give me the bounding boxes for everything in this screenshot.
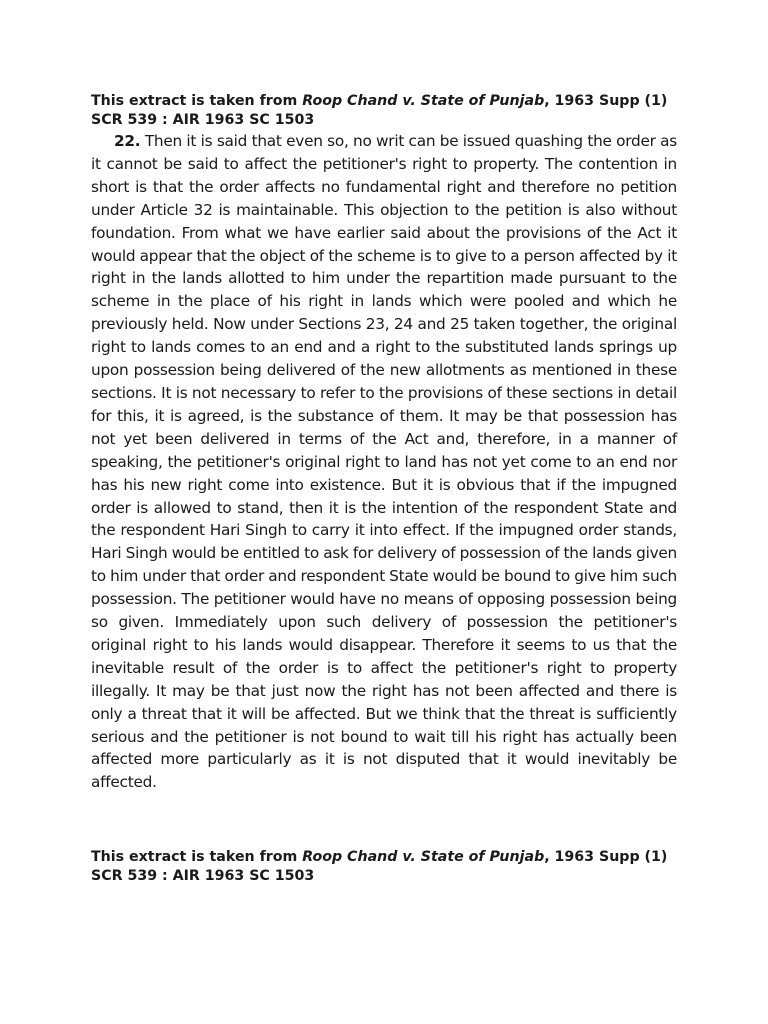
paragraph-22 — [91, 130, 677, 794]
citation-case-name: Roop Chand v. State of Punjab — [302, 93, 545, 109]
document-page — [91, 92, 677, 886]
header-citation — [91, 92, 677, 130]
citation-suffix: , 1963 Supp (1) SCR 539 : AIR 1963 SC 1503 — [91, 849, 668, 885]
paragraph-number: 22. — [114, 132, 141, 150]
citation-prefix: This extract is taken from — [91, 849, 303, 866]
paragraph-text: Then it is said that even so, no writ can be issued quashing the order as it cannot be said to affect the petitioner's right to property. The contention in short is that the order affects no fundamental right and therefore no petition under Article 32 is maintainable. This objection to the petition is also without foundation. From what we have earlier said about the provisions of the Act it would appear that the object of the scheme is to give to a person affected by it right in the lands allotted to him under the repartition made pursuant to the scheme in the place of his right in lands which were pooled and which he previously held. Now under Sections 23, 24 and 25 taken together, the original right to lands comes to an end and a right to the substituted lands springs up upon possession being delivered of the new allotments as mentioned in these sections. It is not necessary to refer to the provisions of these sections in detail for this, it is agreed, is the substance of them. It may be that possession has not yet been delivered in terms of the Act and, therefore, in a manner of speaking, the petitioner's original right to land has not yet come to an end nor has his new right come into existence. But it is obvious that if the impugned order is allowed to stand, then it is the intention of the respondent State and the respondent Hari Singh to carry it into effect. If the impugned order stands, Hari Singh would be entitled to ask for delivery of possession of the lands given to him under that order and respondent State would be bound to give him such possession. The petitioner would have no means of opposing possession being so given. Immediately upon such delivery of possession the petitioner's original right to his lands would disappear. Therefore it seems to us that the inevitable result of the order is to affect the petitioner's right to property illegally. It may be that just now the right has not been affected and there is only a threat that it will be affected. But we think that the threat is sufficiently serious and the petitioner is not bound to wait till his right has actually been affected more particularly as it is not disputed that it would inevitably be affected. — [91, 132, 677, 792]
footer-citation — [91, 848, 677, 886]
citation-suffix: , 1963 Supp (1) SCR 539 : AIR 1963 SC 1503 — [91, 93, 668, 128]
citation-prefix: This extract is taken from — [91, 93, 303, 109]
citation-case-name: Roop Chand v. State of Punjab — [302, 849, 545, 866]
